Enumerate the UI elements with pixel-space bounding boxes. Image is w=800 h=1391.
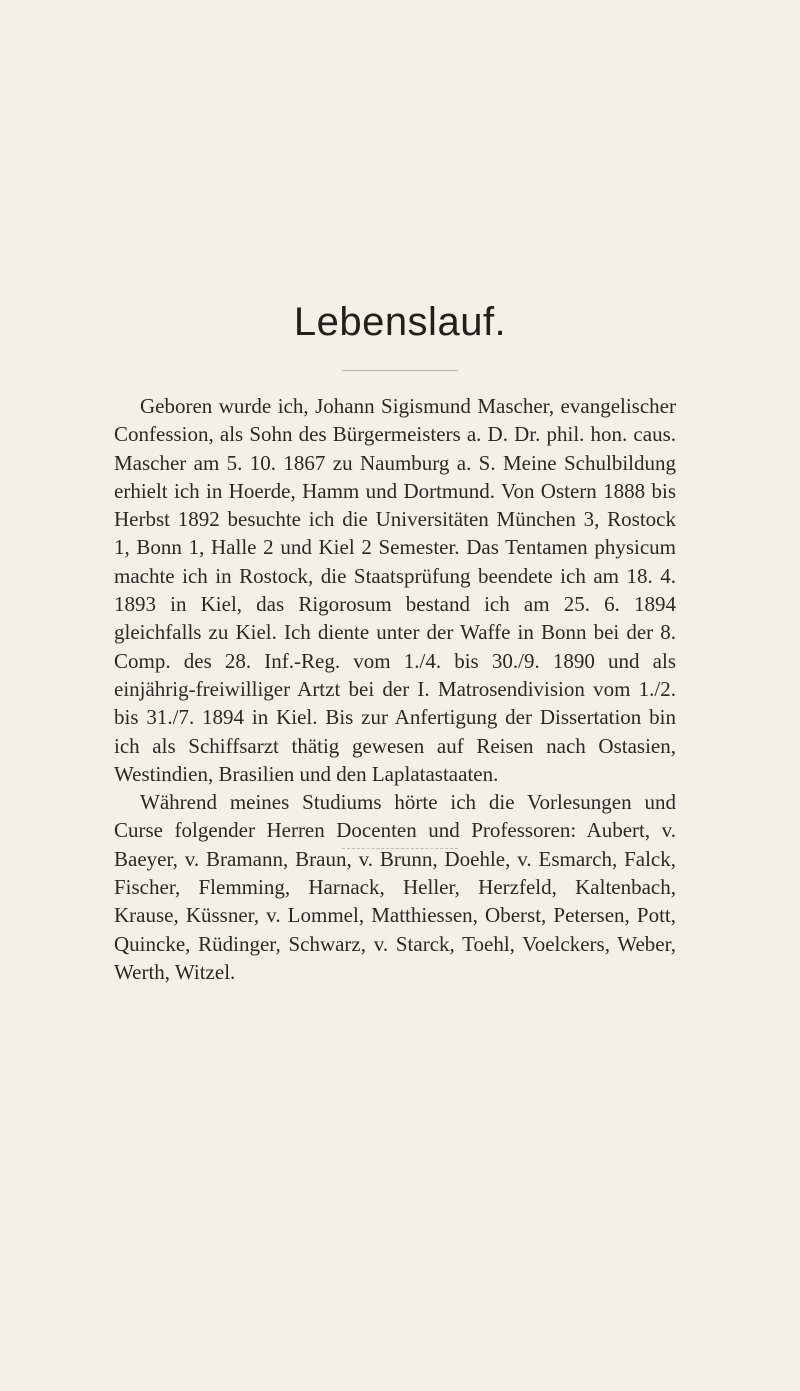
title-divider: [342, 370, 458, 371]
paragraph-biography: Geboren wurde ich, Johann Sigismund Mascher, evangelischer Confession, als Sohn des Bürgermeisters a. D. Dr. phil. hon. caus. Mascher am 5. 10. 1867 zu Naumburg a. S. Meine Schulbildung erhielt ich in Hoerde, Hamm und Dortmund. Von Ostern 1888 bis Herbst 1892 besuchte ich die Universitäten München 3, Rostock 1, Bonn 1, Halle 2 und Kiel 2 Semester. Das Tentamen physicum machte ich in Rostock, die Staatsprüfung beendete ich am 18. 4. 1893 in Kiel, das Rigorosum bestand ich am 25. 6. 1894 gleichfalls zu Kiel. Ich diente unter der Waffe in Bonn bei der 8. Comp. des 28. Inf.-Reg. vom 1./4. bis 30./9. 1890 und als einjährig-freiwilliger Artzt bei der I. Matrosendivision vom 1./2. bis 31./7. 1894 in Kiel. Bis zur Anfertigung der Dissertation bin ich als Schiffsarzt thätig gewesen auf Reisen nach Ostasien, Westindien, Brasilien und den Laplatastaaten.: [114, 394, 676, 786]
end-divider: [342, 848, 458, 849]
biography-text: [114, 392, 676, 986]
page-title: Lebenslauf.: [293, 300, 507, 344]
paragraph-teachers: Während meines Studiums hörte ich die Vorlesungen und Curse folgender Herren Docenten und Professoren: Aubert, v. Baeyer, v. Bramann, Braun, v. Brunn, Doehle, v. Esmarch, Falck, Fischer, Flemming, Harnack, Heller, Herzfeld, Kaltenbach, Krause, Küssner, v. Lommel, Matthiessen, Oberst, Petersen, Pott, Quincke, Rüdinger, Schwarz, v. Starck, Toehl, Voelckers, Weber, Werth, Witzel.: [114, 790, 676, 984]
